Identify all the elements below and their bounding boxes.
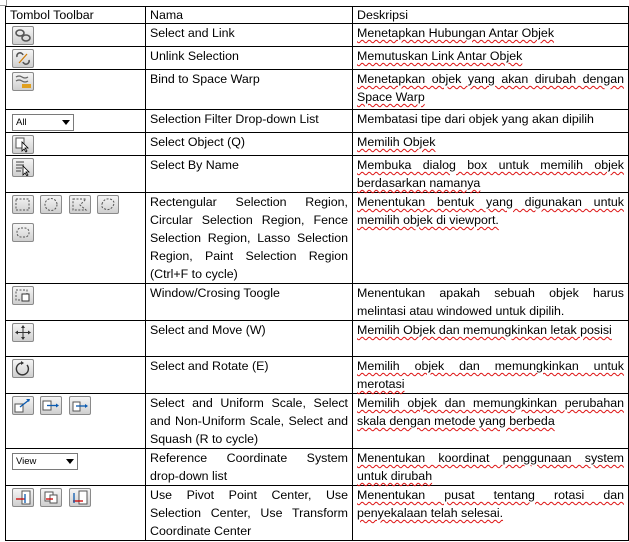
row-nama: Reference Coordinate System drop-down list (146, 449, 353, 486)
fence-selection-icon (69, 195, 91, 214)
table-row (6, 133, 629, 156)
row-deskripsi: Memilih objek dan memungkinkan perubahan skala dengan metode yang berbeda (353, 394, 629, 449)
row-nama: Select By Name (146, 156, 353, 193)
table-row (6, 321, 629, 357)
paint-selection-icon (12, 223, 34, 242)
row-nama: Window/Crosing Toogle (146, 284, 353, 321)
row-deskripsi: Memilih Objek (353, 133, 629, 156)
row-nama: Select and Move (W) (146, 321, 353, 357)
toolbar-table (5, 6, 629, 541)
row-deskripsi: Memutuskan Link Antar Objek (353, 47, 629, 70)
table-row (6, 24, 629, 47)
row-nama: Rectengular Selection Region, Circular Selection Region, Fence Selection Region, Lasso Selection Region, Paint Selection Region (Ctrl+F to cycle) (146, 193, 353, 284)
select-by-name-icon (12, 158, 34, 177)
non-uniform-scale-icon (40, 396, 62, 415)
reference-coordinate-value: View (16, 456, 37, 467)
row-nama: Select and Rotate (E) (146, 357, 353, 394)
row-nama: Use Pivot Point Center, Use Selection Center, Use Transform Coordinate Center (146, 486, 353, 541)
table-row (6, 449, 629, 486)
table-row (6, 70, 629, 110)
header-toolbar: Tombol Toolbar (6, 7, 146, 24)
row-deskripsi: Menentukan pusat tentang rotasi dan penyekalaan telah selesai. (353, 486, 629, 541)
table-row (6, 47, 629, 70)
header-row (6, 7, 629, 24)
chevron-down-icon (66, 459, 74, 464)
table-row (6, 156, 629, 193)
row-deskripsi: Membuka dialog box untuk memilih objek berdasarkan namanya (353, 156, 629, 193)
row-deskripsi: Memilih Objek dan memungkinkan letak posisi (353, 321, 629, 357)
row-deskripsi: Menetapkan objek yang akan dirubah dengan Space Warp (353, 70, 629, 110)
table-row (6, 486, 629, 541)
row-nama: Select and Uniform Scale, Select and Non-Uniform Scale, Select and Squash (R to cycle) (146, 394, 353, 449)
row-deskripsi: Memilih objek dan memungkinkan untuk merotasi (353, 357, 629, 394)
table-row (6, 110, 629, 133)
reference-coordinate-dropdown[interactable] (12, 453, 78, 470)
row-nama: Bind to Space Warp (146, 70, 353, 110)
row-nama: Selection Filter Drop-down List (146, 110, 353, 133)
row-deskripsi: Menentukan apakah sebuah objek harus melintasi atau windowed untuk dipilih. (353, 284, 629, 321)
row-nama: Unlink Selection (146, 47, 353, 70)
transform-coordinate-center-icon (69, 488, 91, 507)
table-row (6, 193, 629, 284)
selection-filter-value: All (16, 117, 27, 128)
rectangular-selection-icon (12, 195, 34, 214)
squash-icon (69, 396, 91, 415)
select-and-link-icon (12, 26, 34, 45)
table-row (6, 394, 629, 449)
window-crossing-icon (12, 286, 34, 305)
bind-space-warp-icon (12, 72, 34, 91)
selection-center-icon (40, 488, 62, 507)
chevron-down-icon (62, 120, 70, 125)
uniform-scale-icon (12, 396, 34, 415)
select-rotate-icon (12, 359, 34, 378)
lasso-selection-icon (97, 195, 119, 214)
unlink-selection-icon (12, 49, 34, 68)
table-row (6, 357, 629, 394)
table-row (6, 284, 629, 321)
row-deskripsi: Menentukan bentuk yang digunakan untuk memilih objek di viewport. (353, 193, 629, 284)
select-object-icon (12, 135, 34, 154)
row-deskripsi: Menentukan koordinat penggunaan system untuk dirubah (353, 449, 629, 486)
row-nama: Select and Link (146, 24, 353, 47)
selection-filter-dropdown[interactable] (12, 114, 74, 131)
select-move-icon (12, 323, 34, 342)
header-nama: Nama (146, 7, 353, 24)
circular-selection-icon (40, 195, 62, 214)
row-nama: Select Object (Q) (146, 133, 353, 156)
header-deskripsi: Deskripsi (353, 7, 629, 24)
pivot-point-center-icon (12, 488, 34, 507)
row-deskripsi: Membatasi tipe dari objek yang akan dipilih (353, 110, 629, 133)
row-deskripsi: Menetapkan Hubungan Antar Objek (353, 24, 629, 47)
